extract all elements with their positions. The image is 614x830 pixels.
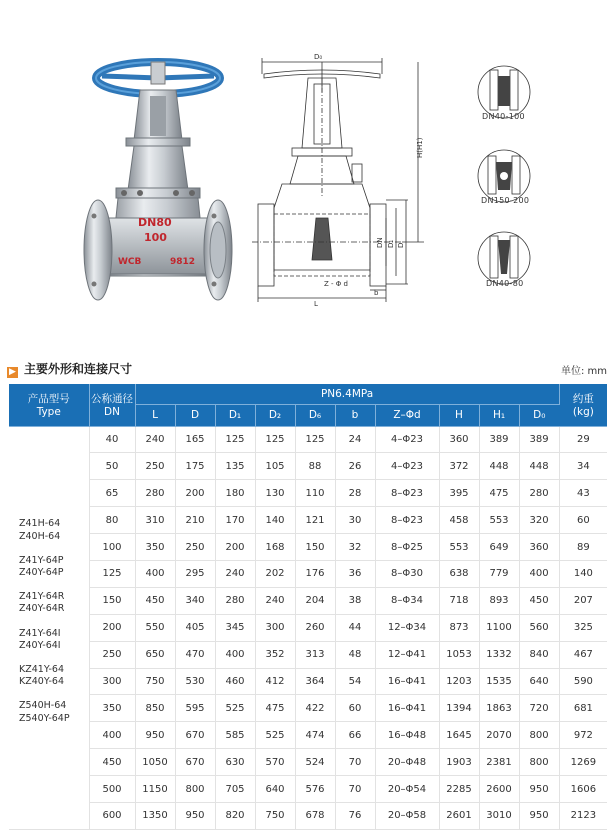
table-row [9,507,607,534]
table-cell: 125 [215,426,255,453]
section-title [7,360,132,378]
table-cell: 400 [519,560,559,587]
table-cell: 630 [215,749,255,776]
table-cell: 175 [175,453,215,480]
table-cell: 500 [89,776,135,803]
table-cell: 820 [215,802,255,829]
table-cell: 475 [479,480,519,507]
table-cell: 24 [335,426,375,453]
table-row [9,426,607,453]
table-cell: 400 [89,722,135,749]
table-cell: 320 [519,507,559,534]
table-cell: 210 [175,507,215,534]
product-type-item: Z40Y-64P [19,567,64,579]
table-cell: 170 [215,507,255,534]
table-cell: 12–Φ34 [375,614,439,641]
header-pressure: PN6.4MPa [135,384,559,404]
table-cell: 204 [295,587,335,614]
table-cell: 66 [335,722,375,749]
table-cell: 8–Φ25 [375,534,439,561]
table-row [9,776,607,803]
table-cell: 340 [175,587,215,614]
table-cell: 950 [519,776,559,803]
table-cell: 1645 [439,722,479,749]
table-cell: 1269 [559,749,607,776]
table-cell: 550 [135,614,175,641]
table-cell: 950 [175,802,215,829]
table-cell: 590 [559,668,607,695]
table-row [9,534,607,561]
product-type-item: Z540Y-64P [19,712,70,724]
table-cell: 681 [559,695,607,722]
product-type-group [19,700,89,724]
table-cell: 345 [215,614,255,641]
table-cell: 460 [215,668,255,695]
table-cell: 240 [215,560,255,587]
table-cell: 850 [135,695,175,722]
table-cell: 295 [175,560,215,587]
table-cell: 1535 [479,668,519,695]
table-cell: 840 [519,641,559,668]
table-cell: 600 [89,802,135,829]
table-cell: 352 [255,641,295,668]
product-type-item: Z40Y-64I [19,639,61,651]
table-cell: 640 [519,668,559,695]
label-d1: D₁ [387,239,395,248]
table-cell: 207 [559,587,607,614]
table-cell: 36 [335,560,375,587]
table-cell: 200 [215,534,255,561]
section-marker-icon: ▶ [7,367,18,378]
table-cell: 125 [89,560,135,587]
table-cell: 475 [255,695,295,722]
product-type-item: KZ40Y-64 [19,676,65,688]
table-cell: 32 [335,534,375,561]
table-cell: 779 [479,560,519,587]
table-cell: 372 [439,453,479,480]
table-cell: 395 [439,480,479,507]
table-cell: 718 [439,587,479,614]
table-cell: 325 [559,614,607,641]
table-cell: 750 [135,668,175,695]
label-dn: DN [376,237,384,248]
table-cell: 474 [295,722,335,749]
header-col: H [439,404,479,426]
table-cell: 1150 [135,776,175,803]
figure-area [0,0,614,350]
table-cell: 2070 [479,722,519,749]
header-col: D [175,404,215,426]
table-cell: 4–Φ23 [375,426,439,453]
table-cell: 350 [135,534,175,561]
table-cell: 553 [439,534,479,561]
table-cell: 638 [439,560,479,587]
label-z-phi-d: Z - Φ d [324,280,348,288]
table-cell: 300 [89,668,135,695]
table-cell: 250 [175,534,215,561]
table-cell: 60 [335,695,375,722]
detail-caption-2: DN150-200 [481,196,530,205]
table-cell: 576 [295,776,335,803]
table-cell: 76 [335,802,375,829]
table-row [9,641,607,668]
table-cell: 280 [519,480,559,507]
label-d0: D₀ [314,53,323,61]
table-cell: 2285 [439,776,479,803]
table-cell: 389 [519,426,559,453]
table-cell: 140 [559,560,607,587]
table-cell: 972 [559,722,607,749]
table-cell: 350 [89,695,135,722]
table-row [9,802,607,829]
table-cell: 250 [89,641,135,668]
table-cell: 640 [255,776,295,803]
table-cell: 34 [559,453,607,480]
table-cell: 1053 [439,641,479,668]
table-cell: 12–Φ41 [375,641,439,668]
table-cell: 705 [215,776,255,803]
table-cell: 585 [215,722,255,749]
table-cell: 950 [519,802,559,829]
table-cell: 16–Φ48 [375,722,439,749]
table-cell: 280 [215,587,255,614]
valve-body-text-dn: DN80 [138,216,172,229]
dimension-table [9,384,607,830]
label-l: L [314,300,318,308]
table-cell: 54 [335,668,375,695]
table-cell: 448 [479,453,519,480]
table-cell: 8–Φ23 [375,507,439,534]
table-cell: 450 [89,749,135,776]
table-cell: 28 [335,480,375,507]
table-cell: 525 [215,695,255,722]
table-cell: 1203 [439,668,479,695]
table-row [9,453,607,480]
product-type-group [19,555,89,579]
table-cell: 16–Φ41 [375,668,439,695]
table-cell: 50 [89,453,135,480]
table-cell: 168 [255,534,295,561]
table-cell: 524 [295,749,335,776]
table-cell: 8–Φ23 [375,480,439,507]
table-cell: 260 [295,614,335,641]
table-cell: 2600 [479,776,519,803]
table-cell: 450 [519,587,559,614]
table-row [9,560,607,587]
header-col: H₁ [479,404,519,426]
table-cell: 1903 [439,749,479,776]
table-row [9,695,607,722]
header-col: D₁ [215,404,255,426]
table-cell: 89 [559,534,607,561]
table-cell: 20–Φ58 [375,802,439,829]
table-cell: 360 [439,426,479,453]
table-cell: 70 [335,749,375,776]
header-col: b [335,404,375,426]
valve-flange-text-code: 9812 [170,257,196,267]
table-cell: 2601 [439,802,479,829]
table-cell: 678 [295,802,335,829]
product-type-item: KZ41Y-64 [19,664,65,676]
product-type-item: Z40Y-64R [19,603,65,615]
table-cell: 1863 [479,695,519,722]
label-h-h1: H(H1) [416,137,424,158]
table-cell: 250 [135,453,175,480]
table-cell: 30 [335,507,375,534]
table-cell: 530 [175,668,215,695]
table-cell: 140 [255,507,295,534]
table-cell: 800 [519,749,559,776]
table-cell: 80 [89,507,135,534]
valve-flange-text-material: WCB [118,257,142,267]
table-cell: 800 [175,776,215,803]
product-type-group [19,628,89,652]
table-cell: 202 [255,560,295,587]
table-cell: 670 [175,722,215,749]
table-cell: 595 [175,695,215,722]
table-cell: 200 [89,614,135,641]
table-cell: 450 [135,587,175,614]
table-cell: 100 [89,534,135,561]
table-cell: 360 [519,534,559,561]
table-cell: 20–Φ48 [375,749,439,776]
detail-caption-3: DN40-80 [486,279,524,288]
table-cell: 720 [519,695,559,722]
table-cell: 240 [255,587,295,614]
table-cell: 1332 [479,641,519,668]
product-type-item: Z41H-64 [19,518,61,530]
table-cell: 1394 [439,695,479,722]
table-cell: 165 [175,426,215,453]
product-type-item: Z40H-64 [19,530,61,542]
table-row [9,614,607,641]
table-cell: 750 [255,802,295,829]
table-cell: 20–Φ54 [375,776,439,803]
table-cell: 48 [335,641,375,668]
table-cell: 649 [479,534,519,561]
header-col: L [135,404,175,426]
product-type-item: Z41Y-64P [19,554,64,566]
table-row [9,587,607,614]
table-row [9,480,607,507]
valve-body-text-pn: 100 [144,231,167,244]
label-b: b [374,289,379,297]
table-cell: 29 [559,426,607,453]
table-cell: 389 [479,426,519,453]
table-cell: 1050 [135,749,175,776]
table-cell: 313 [295,641,335,668]
table-cell: 412 [255,668,295,695]
table-cell: 65 [89,480,135,507]
table-cell: 70 [335,776,375,803]
table-cell: 16–Φ41 [375,695,439,722]
table-cell: 458 [439,507,479,534]
header-col: D₆ [295,404,335,426]
header-col: D₀ [519,404,559,426]
table-cell: 38 [335,587,375,614]
table-cell: 125 [255,426,295,453]
header-col: D₂ [255,404,295,426]
table-row [9,749,607,776]
label-d: D [397,242,405,248]
table-cell: 467 [559,641,607,668]
table-cell: 560 [519,614,559,641]
table-cell: 150 [295,534,335,561]
table-cell: 130 [255,480,295,507]
table-cell: 1606 [559,776,607,803]
product-type-group [19,518,89,542]
table-cell: 950 [135,722,175,749]
table-cell: 200 [175,480,215,507]
table-cell: 60 [559,507,607,534]
table-cell: 670 [175,749,215,776]
dimension-drawing [252,48,448,310]
header-nominal-diameter: 公称通径 DN [89,384,135,426]
product-type-item: Z41Y-64R [19,591,65,603]
table-cell: 525 [255,722,295,749]
table-cell: 88 [295,453,335,480]
table-cell: 553 [479,507,519,534]
table-cell: 2381 [479,749,519,776]
table-cell: 470 [175,641,215,668]
table-cell: 43 [559,480,607,507]
table-cell: 135 [215,453,255,480]
table-cell: 8–Φ34 [375,587,439,614]
product-type-list [9,426,89,829]
table-cell: 2123 [559,802,607,829]
table-cell: 26 [335,453,375,480]
table-row [9,722,607,749]
table-cell: 110 [295,480,335,507]
table-cell: 364 [295,668,335,695]
table-cell: 800 [519,722,559,749]
table-cell: 310 [135,507,175,534]
table-cell: 1350 [135,802,175,829]
table-cell: 873 [439,614,479,641]
header-product-type: 产品型号 Type [9,384,89,426]
table-cell: 105 [255,453,295,480]
table-cell: 1100 [479,614,519,641]
gate-valve-photo [78,50,238,312]
table-cell: 180 [215,480,255,507]
unit-label: 单位: mm [560,366,607,377]
table-cell: 176 [295,560,335,587]
section-title-text: 主要外形和连接尺寸 [24,362,133,376]
product-type-item: Z41Y-64I [19,627,61,639]
table-cell: 280 [135,480,175,507]
table-cell: 650 [135,641,175,668]
product-type-item: Z540H-64 [19,700,67,712]
table-cell: 405 [175,614,215,641]
table-cell: 448 [519,453,559,480]
table-cell: 570 [255,749,295,776]
table-cell: 8–Φ30 [375,560,439,587]
table-cell: 150 [89,587,135,614]
table-cell: 422 [295,695,335,722]
table-cell: 44 [335,614,375,641]
table-cell: 121 [295,507,335,534]
header-weight: 约重 (kg) [559,384,607,426]
table-cell: 893 [479,587,519,614]
table-cell: 125 [295,426,335,453]
table-cell: 300 [255,614,295,641]
table-cell: 4–Φ23 [375,453,439,480]
table-cell: 400 [215,641,255,668]
table-cell: 40 [89,426,135,453]
product-type-group [19,664,89,688]
table-row [9,668,607,695]
table-cell: 400 [135,560,175,587]
detail-caption-1: DN40-100 [482,112,525,121]
table-cell: 240 [135,426,175,453]
header-col: Z–Φd [375,404,439,426]
product-type-group [19,591,89,615]
table-cell: 3010 [479,802,519,829]
